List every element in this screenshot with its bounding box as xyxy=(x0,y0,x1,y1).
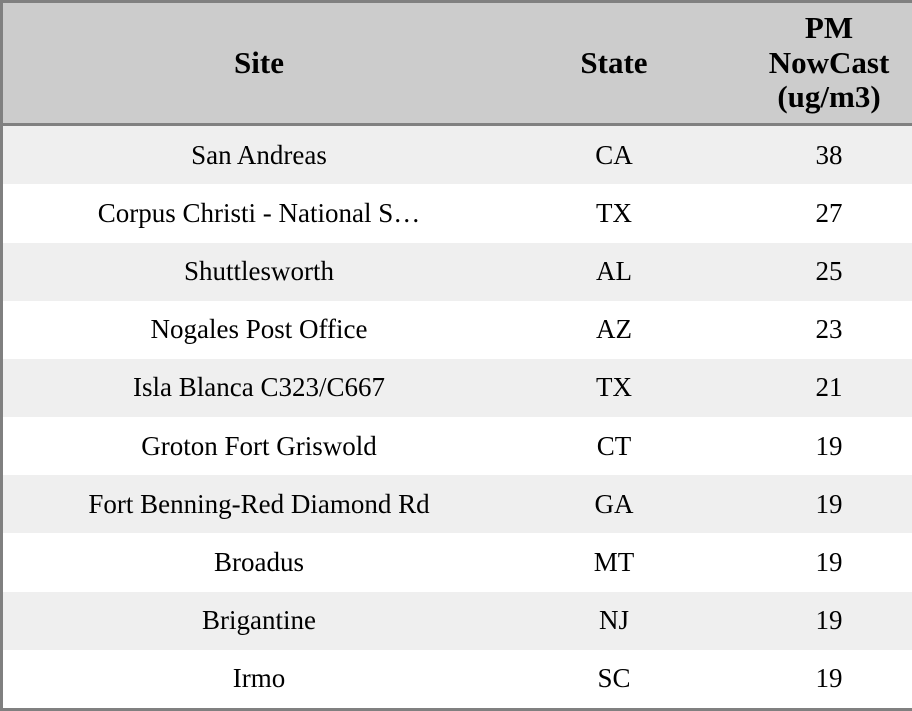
table-row xyxy=(3,533,912,591)
table-row xyxy=(3,125,912,185)
cell-state: MT xyxy=(515,533,713,591)
cell-site: Broadus xyxy=(3,533,515,591)
table-row xyxy=(3,359,912,417)
table-row xyxy=(3,184,912,242)
cell-value: 19 xyxy=(713,475,912,533)
cell-value: 25 xyxy=(713,243,912,301)
cell-state: NJ xyxy=(515,592,713,650)
cell-state: TX xyxy=(515,359,713,417)
cell-site: Fort Benning-Red Diamond Rd xyxy=(3,475,515,533)
table-row xyxy=(3,475,912,533)
table-body xyxy=(3,125,912,708)
cell-state: CT xyxy=(515,417,713,475)
cell-site: Nogales Post Office xyxy=(3,301,515,359)
cell-site: Isla Blanca C323/C667 xyxy=(3,359,515,417)
cell-value: 19 xyxy=(713,592,912,650)
cell-site: Shuttlesworth xyxy=(3,243,515,301)
cell-site: San Andreas xyxy=(3,125,515,185)
table-row xyxy=(3,650,912,708)
column-header-state: State xyxy=(515,3,713,125)
cell-site: Brigantine xyxy=(3,592,515,650)
cell-value: 27 xyxy=(713,184,912,242)
cell-state: AZ xyxy=(515,301,713,359)
cell-state: TX xyxy=(515,184,713,242)
cell-value: 19 xyxy=(713,533,912,591)
table-header xyxy=(3,3,912,125)
table-row xyxy=(3,301,912,359)
pm-nowcast-table xyxy=(3,3,912,708)
column-header-pm-nowcast-line1: PM xyxy=(804,10,854,45)
cell-state: CA xyxy=(515,125,713,185)
column-header-pm-nowcast xyxy=(713,3,912,125)
cell-value: 19 xyxy=(713,417,912,475)
table-header-row xyxy=(3,3,912,125)
cell-value: 23 xyxy=(713,301,912,359)
cell-value: 38 xyxy=(713,125,912,185)
cell-state: AL xyxy=(515,243,713,301)
cell-site: Corpus Christi - National S… xyxy=(3,184,515,242)
cell-value: 21 xyxy=(713,359,912,417)
column-header-site: Site xyxy=(3,3,515,125)
cell-state: SC xyxy=(515,650,713,708)
column-header-pm-nowcast-line3: (ug/m3) xyxy=(777,79,881,115)
cell-site: Groton Fort Griswold xyxy=(3,417,515,475)
cell-site: Irmo xyxy=(3,650,515,708)
table-row xyxy=(3,592,912,650)
cell-state: GA xyxy=(515,475,713,533)
table-row xyxy=(3,417,912,475)
cell-value: 19 xyxy=(713,650,912,708)
table-row xyxy=(3,243,912,301)
column-header-pm-nowcast-line2: NowCast xyxy=(768,44,890,80)
